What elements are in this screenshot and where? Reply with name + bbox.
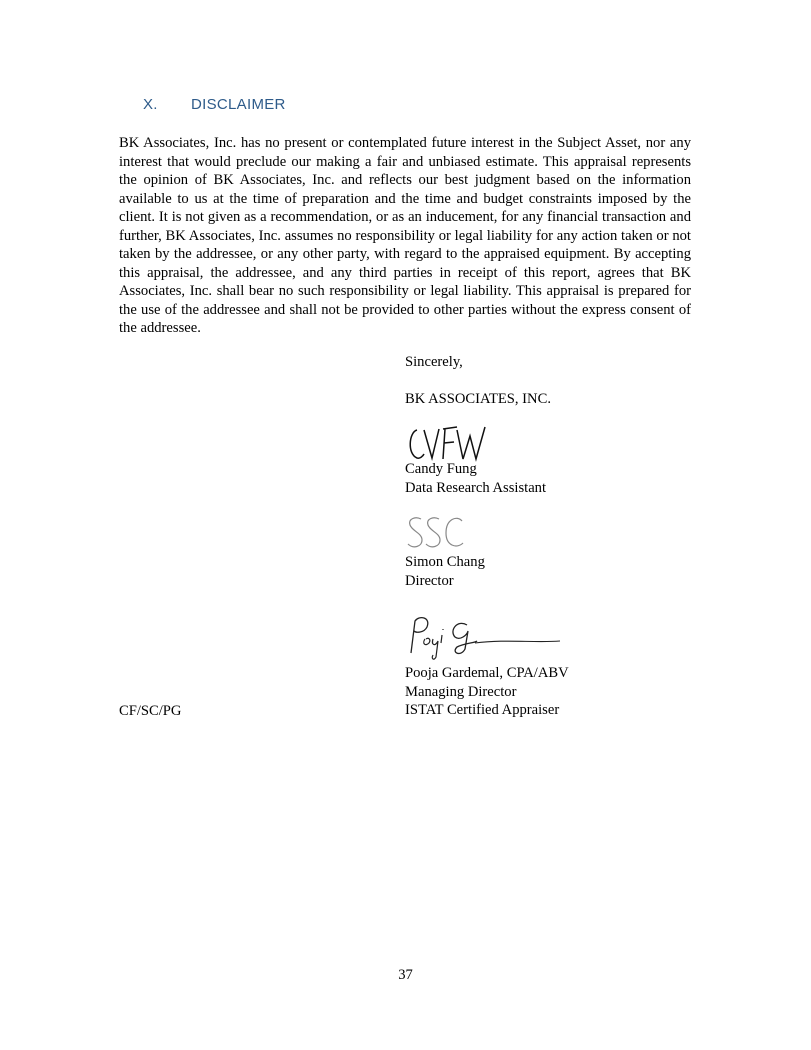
signature-candy-fung bbox=[405, 424, 495, 464]
disclaimer-paragraph: BK Associates, Inc. has no present or contemplated future interest in the Subject Asset, nor any interest that would preclude our making a fair and unbiased estimate. This appraisal represents the opinion of BK Associates, Inc. and reflects our best judgment based on the information available to us at the time of preparation and the time and budget constraints imposed by the client. It is not given as a recommendation, or as an inducement, for any financial transaction and further, BK Associates, Inc. assumes no responsibility or legal liability for any action taken or not taken by the addressee, or any other party, with regard to the appraised equipment. By accepting this appraisal, the addressee, and any third parties in receipt of this report, agrees that BK Associates, Inc. shall bear no such responsibility or legal liability. This appraisal is prepared for the use of the addressee and shall not be provided to other parties without the express consent of the addressee. bbox=[119, 135, 691, 336]
signatory-name: Pooja Gardemal, CPA/ABV bbox=[405, 665, 569, 681]
section-title: DISCLAIMER bbox=[191, 96, 286, 113]
section-number: X. bbox=[143, 96, 158, 113]
reference-initials: CF/SC/PG bbox=[119, 703, 182, 719]
signature-pooja-gardemal bbox=[405, 613, 565, 663]
signatory-name: Simon Chang bbox=[405, 554, 485, 570]
page-number: 37 bbox=[398, 967, 413, 983]
section-heading bbox=[143, 96, 286, 113]
company-name-text: BK ASSOCIATES, INC. bbox=[405, 391, 551, 407]
signatory-title: ISTAT Certified Appraiser bbox=[405, 702, 560, 718]
signatory-1 bbox=[405, 460, 546, 497]
signatory-title: Managing Director bbox=[405, 683, 517, 700]
closing bbox=[405, 353, 463, 372]
signatory-3 bbox=[405, 664, 569, 720]
company-name bbox=[405, 390, 551, 409]
signature-simon-chang bbox=[405, 513, 475, 553]
signatory-title: Director bbox=[405, 572, 454, 589]
signatory-2 bbox=[405, 553, 485, 590]
closing-text: Sincerely, bbox=[405, 354, 463, 370]
signatory-name: Candy Fung bbox=[405, 461, 477, 477]
signatory-title: Data Research Assistant bbox=[405, 479, 547, 496]
